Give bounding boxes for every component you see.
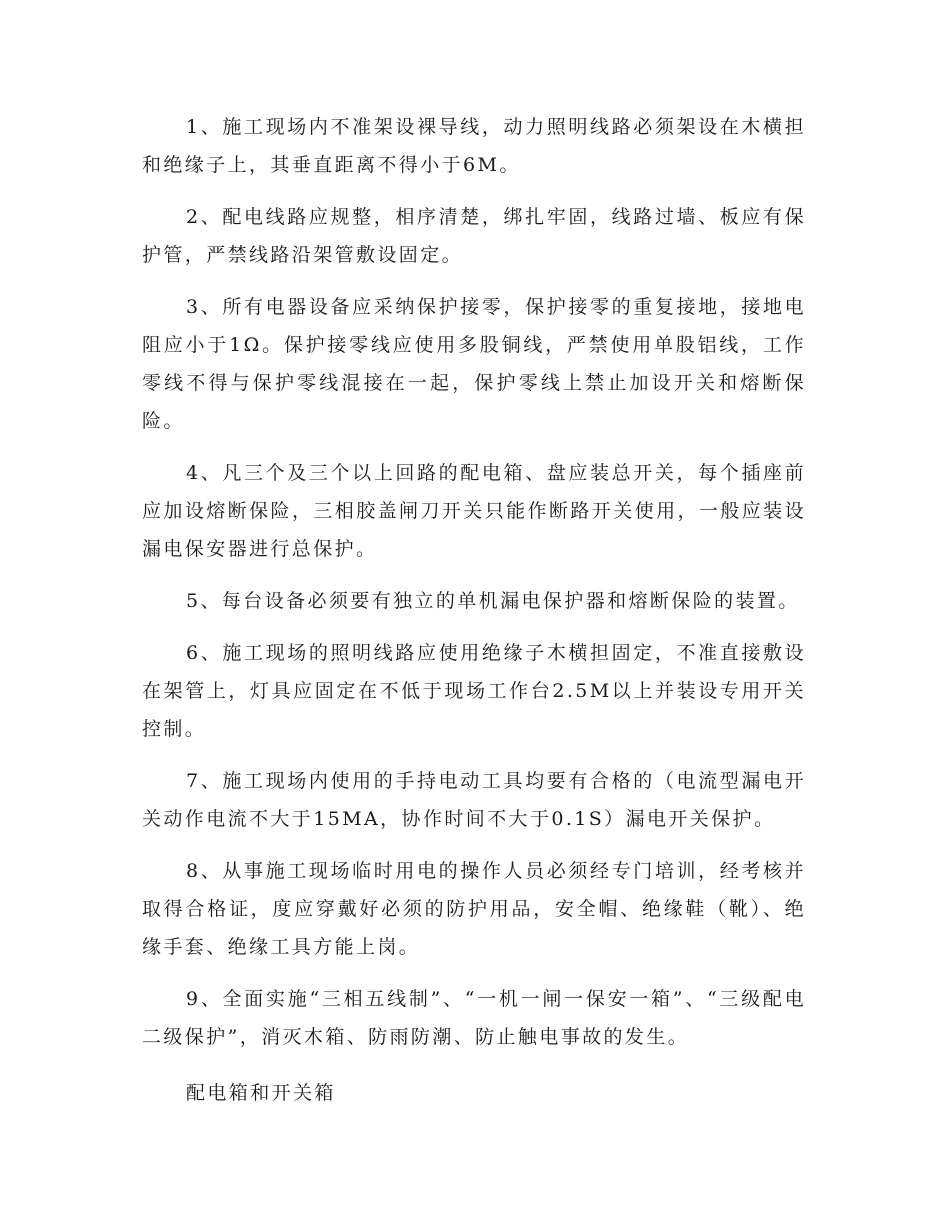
paragraph-8: 8、从事施工现场临时用电的操作人员必须经专门培训，经考核并取得合格证，度应穿戴好必须的防护用品，安全帽、绝缘鞋（靴）、绝缘手套、绝缘工具方能上岗。 [142, 860, 806, 958]
paragraph-2: 2、配电线路应规整，相序清楚，绑扎牢固，线路过墙、板应有保护管，严禁线路沿架管敷设固定。 [142, 206, 806, 266]
section-heading: 配电箱和开关箱 [186, 1082, 336, 1104]
paragraph-1: 1、施工现场内不准架设裸导线，动力照明线路必须架设在木横担和绝缘子上，其垂直距离不得小于6M。 [142, 116, 806, 176]
paragraph-6: 6、施工现场的照明线路应使用绝缘子木横担固定，不准直接敷设在架管上，灯具应固定在不低于现场工作台2.5M以上并装设专用开关控制。 [142, 642, 806, 740]
paragraph-5: 5、每台设备必须要有独立的单机漏电保护器和熔断保险的装置。 [186, 590, 800, 612]
document-body [142, 108, 806, 1112]
paragraph-3: 3、所有电器设备应采纳保护接零，保护接零的重复接地，接地电阻应小于1Ω。保护接零线应使用多股铜线，严禁使用单股铝线，工作零线不得与保护零线混接在一起，保护零线上禁止加设开关和熔断保险。 [142, 296, 806, 432]
paragraph-9: 9、全面实施“三相五线制”、“一机一闸一保安一箱”、“三级配电二级保护”，消灭木箱、防雨防潮、防止触电事故的发生。 [142, 988, 806, 1048]
paragraph-4: 4、凡三个及三个以上回路的配电箱、盘应装总开关，每个插座前应加设熔断保险，三相胶盖闸刀开关只能作断路开关使用，一般应装设漏电保安器进行总保护。 [142, 462, 806, 560]
paragraph-7: 7、施工现场内使用的手持电动工具均要有合格的（电流型漏电开关动作电流不大于15MA，协作时间不大于0.1S）漏电开关保护。 [142, 770, 806, 830]
